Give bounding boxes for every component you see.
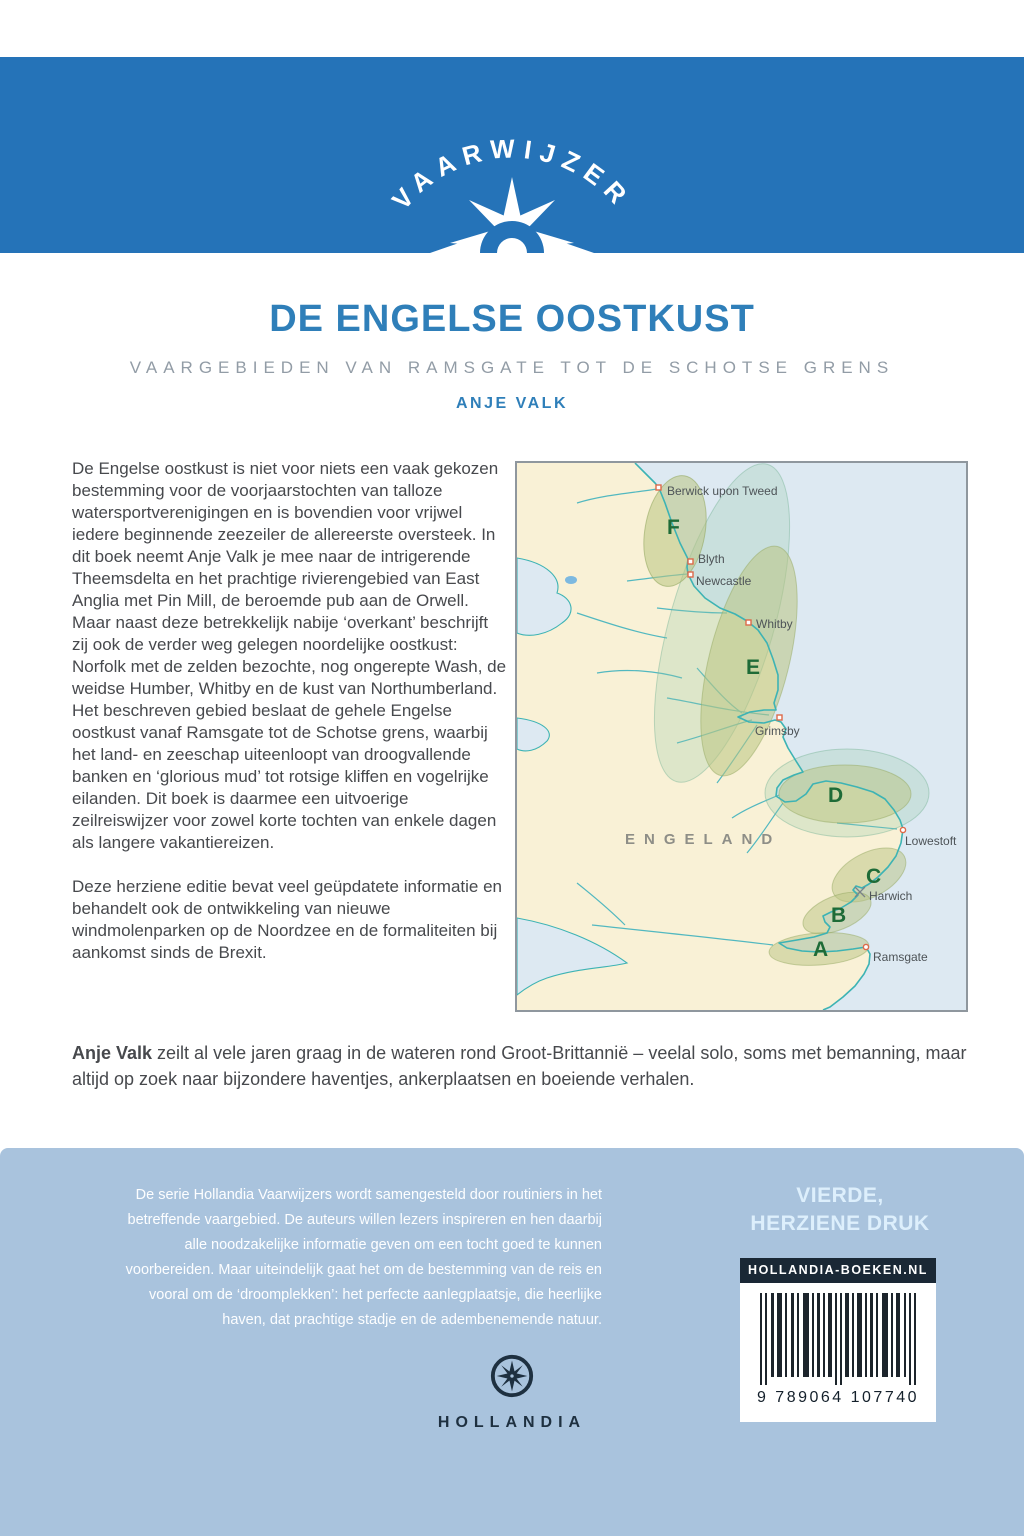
zone-label-a: A [813, 938, 829, 961]
compass-star-icon [430, 177, 594, 253]
edition-label [742, 1182, 938, 1238]
zone-label-b: B [831, 904, 847, 927]
city-label: Blyth [698, 552, 725, 566]
author-bio-lead: Anje Valk [72, 1043, 153, 1063]
footer [0, 1148, 1024, 1536]
city-label: Berwick upon Tweed [667, 484, 778, 498]
barcode-number: 9 789064 107740 [756, 1389, 920, 1406]
series-description: De serie Hollandia Vaarwijzers wordt samengesteld door routiniers in het betreffende vaargebied. De auteurs willen lezers inspireren en hen daarbij alle noodzakelijke informatie geven om een tocht goed te kunnen voorbereiden. Maar uiteindelijk gaat het om de bestemming van de reis en vooral om de ‘droomplekken’: het perfecte aanlegplaatsje, die heerlijke haven, dat prachtige stadje en de adembenemende natuur. [125, 1187, 602, 1328]
edition-line-2: HERZIENE DRUK [750, 1212, 930, 1235]
top-banner [0, 57, 1024, 253]
author-bio-text: zeilt al vele jaren graag in de wateren rond Groot-Brittannië – veelal solo, soms met bemanning, maar altijd op zoek naar bijzondere haventjes, ankerplaatsen en boeiende verhalen. [72, 1043, 967, 1089]
edition-line-1: VIERDE, [796, 1184, 884, 1207]
title-block [0, 298, 1024, 413]
author-name: ANJE VALK [456, 395, 568, 412]
page-title: DE ENGELSE OOSTKUST [269, 298, 755, 340]
zone-label-e: E [746, 656, 761, 679]
city-label: Lowestoft [905, 834, 957, 848]
publisher-logo [0, 1353, 1024, 1432]
description-paragraph: De Engelse oostkust is niet voor niets een vaak gekozen bestemming voor de voorjaarstochten van talloze watersportverenigingen en is bovendien voor vrijwel iedere beginnende zeezeiler de allereerste oversteek. In dit boek neemt Anje Valk je mee naar de intrigerende Theemsdelta en het prachtige rivierengebied van East Anglia met Pin Mill, de beroemde pub aan de Orwell. Maar naast deze betrekkelijk nabije ‘overkant’ beschrijft zij ook de verder weg gelegen noordelijke oostkust: Norfolk met de zelden bezochte, nog ongerepte Wash, de weidse Humber, Whitby en de kust van Northumberland. Het beschreven gebied beslaat de gehele Engelse oostkust vanaf Ramsgate tot de Schotse grens, waarbij het land- en zeeschap uiteenloopt van droogvallende banken en ‘glorious mud’ tot rotsige kliffen en vogelrijke eilanden. Dit boek is daarmee een uitvoerige zeilreiswijzer voor zowel korte tochten van enkele dagen als langere vakantiereizen. [72, 459, 507, 852]
city-label: Ramsgate [873, 950, 928, 964]
zone-label-f: F [667, 516, 680, 539]
england-map [515, 461, 968, 1012]
compass-icon [489, 1353, 535, 1399]
vaarwijzer-logo [0, 57, 1024, 253]
city-label: Grimsby [755, 724, 800, 738]
author-bio [72, 1040, 984, 1092]
city-label: Whitby [756, 617, 793, 631]
publisher-name: HOLLANDIA [437, 1414, 587, 1431]
zone-label-d: D [828, 784, 844, 807]
country-label: ENGELAND [625, 831, 782, 848]
zone-label-c: C [866, 865, 882, 888]
lake [565, 576, 577, 584]
city-label: Harwich [869, 889, 913, 903]
description-text [72, 458, 508, 964]
edition-note-paragraph: Deze herziene editie bevat veel geüpdatete informatie en behandelt ook de ontwikkeling van nieuwe windmolenparken op de Noordzee en de formaliteiten bij aankomst sinds de Brexit. [72, 877, 503, 962]
subtitle: VAARGEBIEDEN VAN RAMSGATE TOT DE SCHOTSE GRENS [129, 358, 895, 377]
brand-arc-text: VAARWIJZER [385, 133, 639, 216]
website-banner: HOLLANDIA-BOEKEN.NL [740, 1258, 936, 1283]
city-label: Newcastle [696, 574, 752, 588]
